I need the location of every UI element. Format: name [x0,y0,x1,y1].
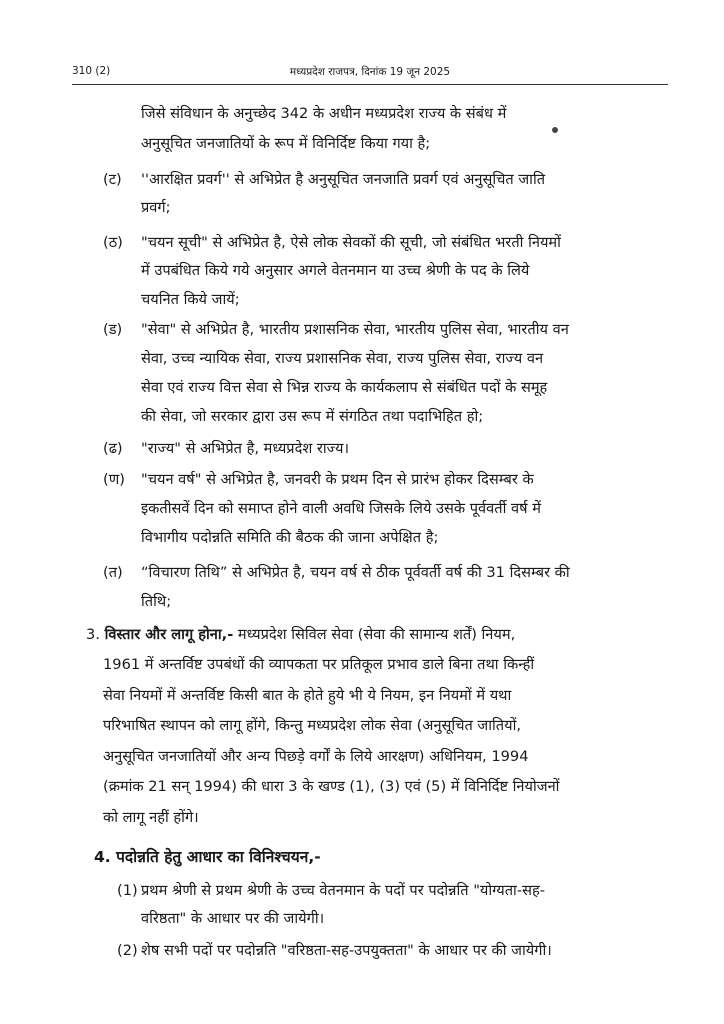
clause-line: प्रवर्ग; [141,199,171,216]
item-line: प्रथम श्रेणी से प्रथम श्रेणी के उच्च वेतनमान के पदों पर पदोन्नति "योग्यता-सह- [141,882,545,899]
page-number: 310 (2) [72,65,111,77]
clause-line: चयनित किये जायें; [141,291,240,308]
clause-line: "चयन सूची" से अभिप्रेत है, ऐसे लोक सेवकों की सूची, जो संबंधित भरती नियमों [141,234,561,251]
clause-label: (त) [103,564,123,581]
clause-line: विभागीय पदोन्नति समिति की बैठक की जाना अपेक्षित है; [141,529,439,546]
body-line: अनुसूचित जनजातियों के रूप में विनिर्दिष्ट किया गया है; [141,135,431,152]
section-3-number: 3. [86,626,100,643]
ink-mark [552,127,558,133]
clause-line: में उपबंधित किये गये अनुसार अगले वेतनमान या उच्च श्रेणी के पद के लिये [141,262,530,279]
section-3-heading-line [86,625,515,645]
section-4-title: 4. पदोन्नति हेतु आधार का विनिश्चयन,- [94,848,321,866]
clause-line: तिथि; [141,593,172,610]
clause-label: (ढ) [103,440,123,457]
item-label: (2) [117,942,138,959]
item-line: वरिष्ठता" के आधार पर की जायेगी। [141,910,325,927]
section-3-line: 1961 में अन्तर्विष्ट उपबंधों की व्यापकता पर प्रतिकूल प्रभाव डाले बिना तथा किन्हीं [103,656,535,673]
section-3-line: सेवा नियमों में अन्तर्विष्ट किसी बात के होते हुये भी ये नियम, इन नियमों में यथा [103,687,512,704]
clause-label: (ण) [103,471,125,488]
clause-line: इकतीसवें दिन को समाप्त होने वाली अवधि जिसके लिये उसके पूर्ववर्ती वर्ष में [141,500,541,517]
clause-label: (ठ) [103,234,123,251]
clause-line: "राज्य" से अभिप्रेत है, मध्यप्रदेश राज्य। [141,440,349,457]
clause-line: की सेवा, जो सरकार द्वारा उस रूप में संगठित तथा पदाभिहित हो; [141,408,484,425]
clause-label: (ट) [103,171,122,188]
item-line: शेष सभी पदों पर पदोन्नति "वरिष्ठता-सह-उपयुक्तता" के आधार पर की जायेगी। [141,942,552,959]
section-3-line: को लागू नहीं होंगे। [103,809,199,826]
clause-line: सेवा, उच्च न्यायिक सेवा, राज्य प्रशासनिक सेवा, राज्य पुलिस सेवा, राज्य वन [141,350,544,367]
clause-line: "सेवा" से अभिप्रेत है, भारतीय प्रशासनिक सेवा, भारतीय पुलिस सेवा, भारतीय वन [141,321,569,338]
section-3-line: (क्रमांक 21 सन् 1994) की धारा 3 के खण्ड (1), (3) एवं (5) में विनिर्दिष्ट नियोजनों [103,778,560,795]
header-rule [72,84,668,85]
page-header [72,62,668,82]
gazette-title: मध्यप्रदेश राजपत्र, दिनांक 19 जून 2025 [289,66,451,78]
section-3-line: परिभाषित स्थापन को लागू होंगे, किन्तु मध्यप्रदेश लोक सेवा (अनुसूचित जातियों, [103,717,522,734]
section-3-line: अनुसूचित जनजातियों और अन्य पिछड़े वर्गों के लिये आरक्षण) अधिनियम, 1994 [103,748,529,765]
body-line: जिसे संविधान के अनुच्छेद 342 के अधीन मध्यप्रदेश राज्य के संबंध में [141,105,507,122]
item-label: (1) [117,882,138,899]
clause-line: ''आरक्षित प्रवर्ग'' से अभिप्रेत है अनुसूचित जनजाति प्रवर्ग एवं अनुसूचित जाति [141,171,546,188]
section-3-title: विस्तार और लागू होना,- [104,626,234,643]
clause-line: "चयन वर्ष" से अभिप्रेत है, जनवरी के प्रथम दिन से प्रारंभ होकर दिसम्बर के [141,471,534,488]
clause-line: सेवा एवं राज्य वित्त सेवा से भिन्न राज्य के कार्यकलाप से संबंधित पदों के समूह [141,379,548,396]
clause-line: “विचारण तिथि” से अभिप्रेत है, चयन वर्ष से ठीक पूर्ववर्ती वर्ष की 31 दिसम्बर की [141,564,570,581]
section-3-first-line: मध्यप्रदेश सिविल सेवा (सेवा की सामान्य शर्तें) नियम, [237,626,516,643]
clause-label: (ड) [103,321,123,338]
